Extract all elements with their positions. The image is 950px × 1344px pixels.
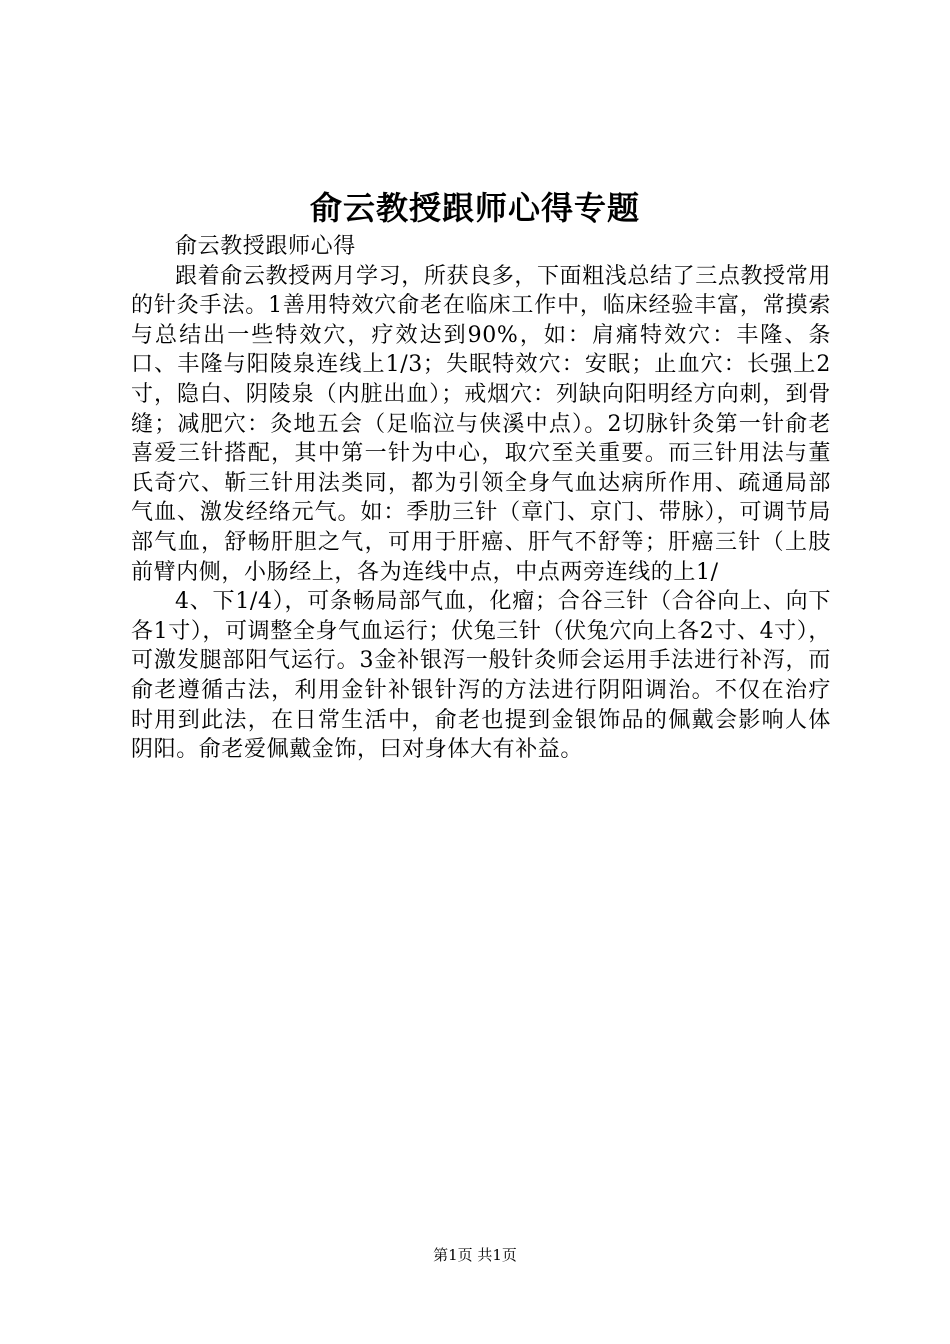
paragraph-subtitle: 俞云教授跟师心得 [175, 234, 356, 259]
paragraph-continuation: 4、下1/4），可条畅局部气血，化瘤；合谷三针（合谷向上、向下各1寸），可调整全身气血运行；伏兔三针（伏兔穴向上各2寸、4寸），可激发腿部阳气运行。3金补银泻一般针灸师会运用手法进行补泻，而俞老遵循古法，利用金针补银针泻的方法进行阴阳调治。不仅在治疗时用到此法，在日常生活中，俞老也提到金银饰品的佩戴会影响人体阴阳。俞老爱佩戴金饰，曰对身体大有补益。 [131, 589, 831, 763]
paragraph-main: 跟着俞云教授两月学习，所获良多，下面粗浅总结了三点教授常用的针灸手法。1善用特效穴俞老在临床工作中，临床经验丰富，常摸索与总结出一些特效穴，疗效达到90%，如：肩痛特效穴：丰隆、条口、丰隆与阳陵泉连线上1/3；失眠特效穴：安眠；止血穴：长强上2寸，隐白、阴陵泉（内脏出血）；戒烟穴：列缺向阳明经方向刺，到骨缝；减肥穴：灸地五会（足临泣与侠溪中点）。2切脉针灸第一针俞老喜爱三针搭配，其中第一针为中心，取穴至关重要。而三针用法与董氏奇穴、靳三针用法类同，都为引领全身气血达病所作用、疏通局部气血、激发经络元气。如：季肋三针（章门、京门、带脉），可调节局部气血，舒畅肝胆之气，可用于肝癌、肝气不舒等；肝癌三针（上肢前臂内侧，小肠经上，各为连线中点，中点两旁连线的上1/ [131, 263, 831, 585]
page-footer: 第1页 共1页 [433, 1246, 517, 1264]
document-title: 俞云教授跟师心得专题 [309, 189, 640, 227]
document-body [131, 232, 831, 765]
